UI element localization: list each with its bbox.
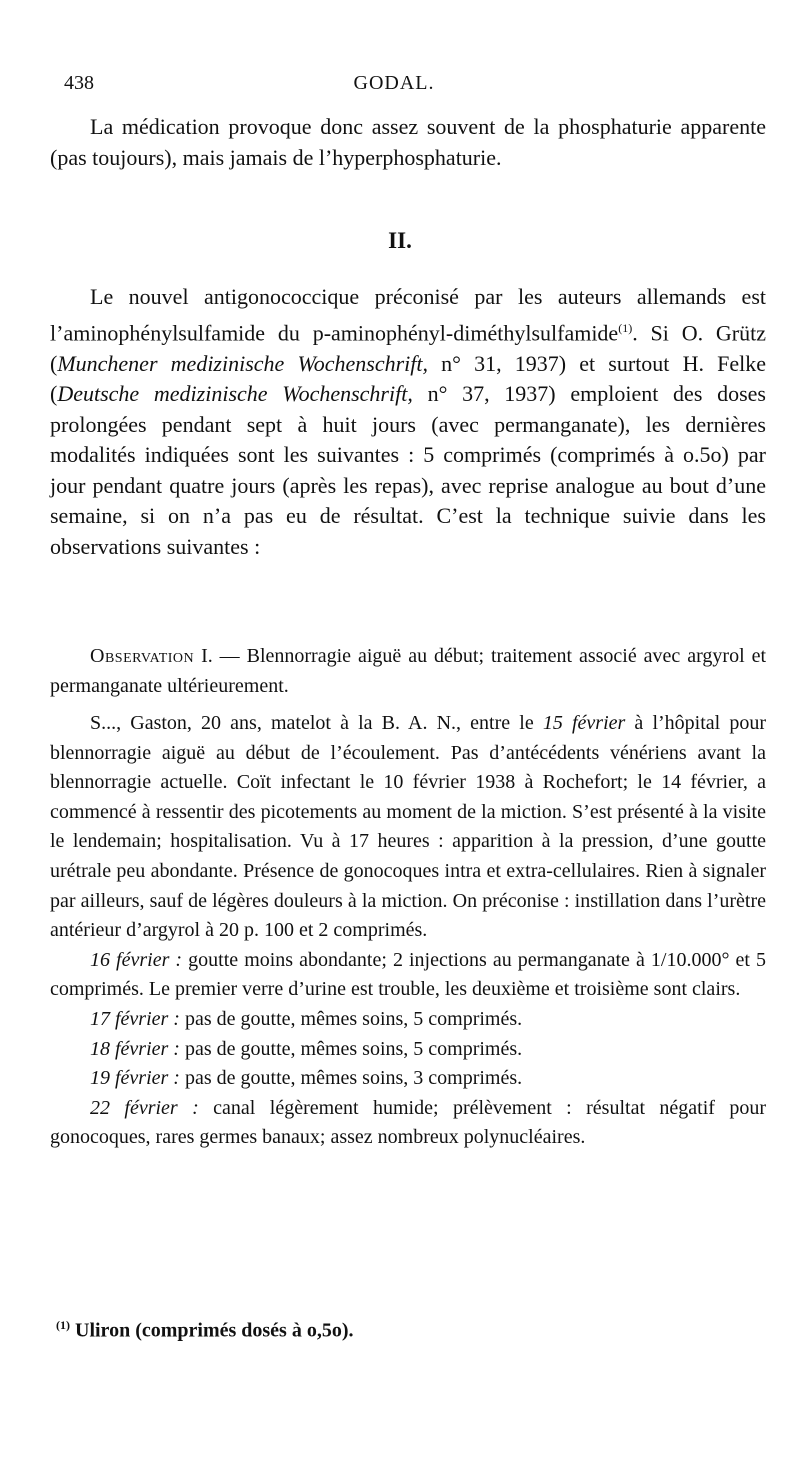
footnote-marker: (1) <box>56 1318 70 1332</box>
observation-title-text: I. — Blennorragie aiguë au début; traitement associé avec argyrol et permanganate ultérieurement. <box>50 645 766 697</box>
section-heading: II. <box>388 228 412 253</box>
entry-date: 19 février : <box>90 1067 180 1090</box>
diary-entry <box>50 1064 766 1094</box>
text-run: à l’hôpital pour blennorragie aiguë au début de l’écoulement. Pas d’antécédents vénériens avant la blennorragie actuelle. Coït infectant le 10 février 1938 à Rochefort; le 14 février, a commencé à ressentir des picotements au moment de la miction. S’est présenté à la visite le lendemain; hospitalisation. Vu à 17 heures : apparition à la pression, d’une goutte urétrale peu abondante. Présence de gonocoques intra et extra-cellulaires. Rien à signaler par ailleurs, sauf de légères douleurs à la miction. On préconise : instillation dans l’urètre antérieur d’argyrol à 20 p. 100 et 2 comprimés. <box>50 712 766 942</box>
paragraph-phosphaturie <box>50 112 766 173</box>
paragraph-antigonococcique <box>50 282 766 563</box>
entry-text: pas de goutte, mêmes soins, 5 comprimés. <box>179 1037 523 1060</box>
entry-date: 17 février : <box>90 1007 180 1030</box>
observation-heading <box>50 642 766 701</box>
diary-entry <box>50 1094 766 1153</box>
entry-date: 22 février : <box>90 1096 199 1119</box>
paragraph-text: La médication provoque donc assez souvent de la phosphaturie apparente (pas toujours), mais jamais de l’hyperphosphaturie. <box>50 114 766 170</box>
entry-text: goutte moins abondante; 2 injections au permanganate à 1/10.000° et 5 comprimés. Le premier verre d’urine est trouble, les deuxième et troisième sont clairs. <box>50 948 766 1001</box>
entry-date: 16 février : <box>90 948 183 971</box>
text-run: Le nouvel antigonococcique préconisé par les auteurs allemands est l’aminophénylsulfamide du p-aminophényl-diméthylsulfamide <box>50 284 766 345</box>
footnote-reference: (1) <box>618 320 633 335</box>
footnote-text: Uliron (comprimés dosés à o,5o). <box>70 1319 354 1342</box>
journal-title: Munchener medizinische Wochenschrift, <box>57 350 429 376</box>
text-run: S..., Gaston, 20 ans, matelot à la B. A. N., entre le <box>90 712 543 734</box>
diary-entry <box>50 946 766 1005</box>
entry-text: pas de goutte, mêmes soins, 3 comprimés. <box>179 1067 523 1090</box>
text-run: n° 31, 1937) et surtout H. Felke ( <box>50 350 766 407</box>
journal-title: Deutsche medizinische Wochenschrift, <box>57 381 413 407</box>
diary-entry <box>50 1035 766 1065</box>
case-paragraph <box>50 709 766 946</box>
running-title: GODAL. <box>353 72 435 94</box>
diary-entry <box>50 1005 766 1035</box>
footnote <box>56 1318 756 1343</box>
observation-label: Observation <box>90 645 195 667</box>
case-report <box>50 709 766 1153</box>
page-number: 438 <box>64 72 94 94</box>
text-run: n° 37, 1937) emploient des doses prolongées pendant sept à huit jours (avec permanganate), les dernières modalités indiquées sont les suivantes : 5 comprimés (comprimés à o.5o) par jour pendant quatre jours (après les repas), avec reprise analogue au bout d’une semaine, si on n’a pas eu de résultat. C’est la technique suivie dans les observations suivantes : <box>50 381 766 560</box>
entry-date: 18 février : <box>90 1037 180 1060</box>
entry-text: canal légèrement humide; prélèvement : résultat négatif pour gonocoques, rares germes banaux; assez nombreux polynucléaires. <box>50 1096 766 1149</box>
entry-text: pas de goutte, mêmes soins, 5 comprimés. <box>179 1007 523 1030</box>
observation-title <box>50 642 766 701</box>
text-run: . Si O. Grütz ( <box>50 319 767 376</box>
paragraph-text <box>50 282 766 563</box>
case-date: 15 février <box>542 712 626 734</box>
page-header <box>64 72 724 102</box>
